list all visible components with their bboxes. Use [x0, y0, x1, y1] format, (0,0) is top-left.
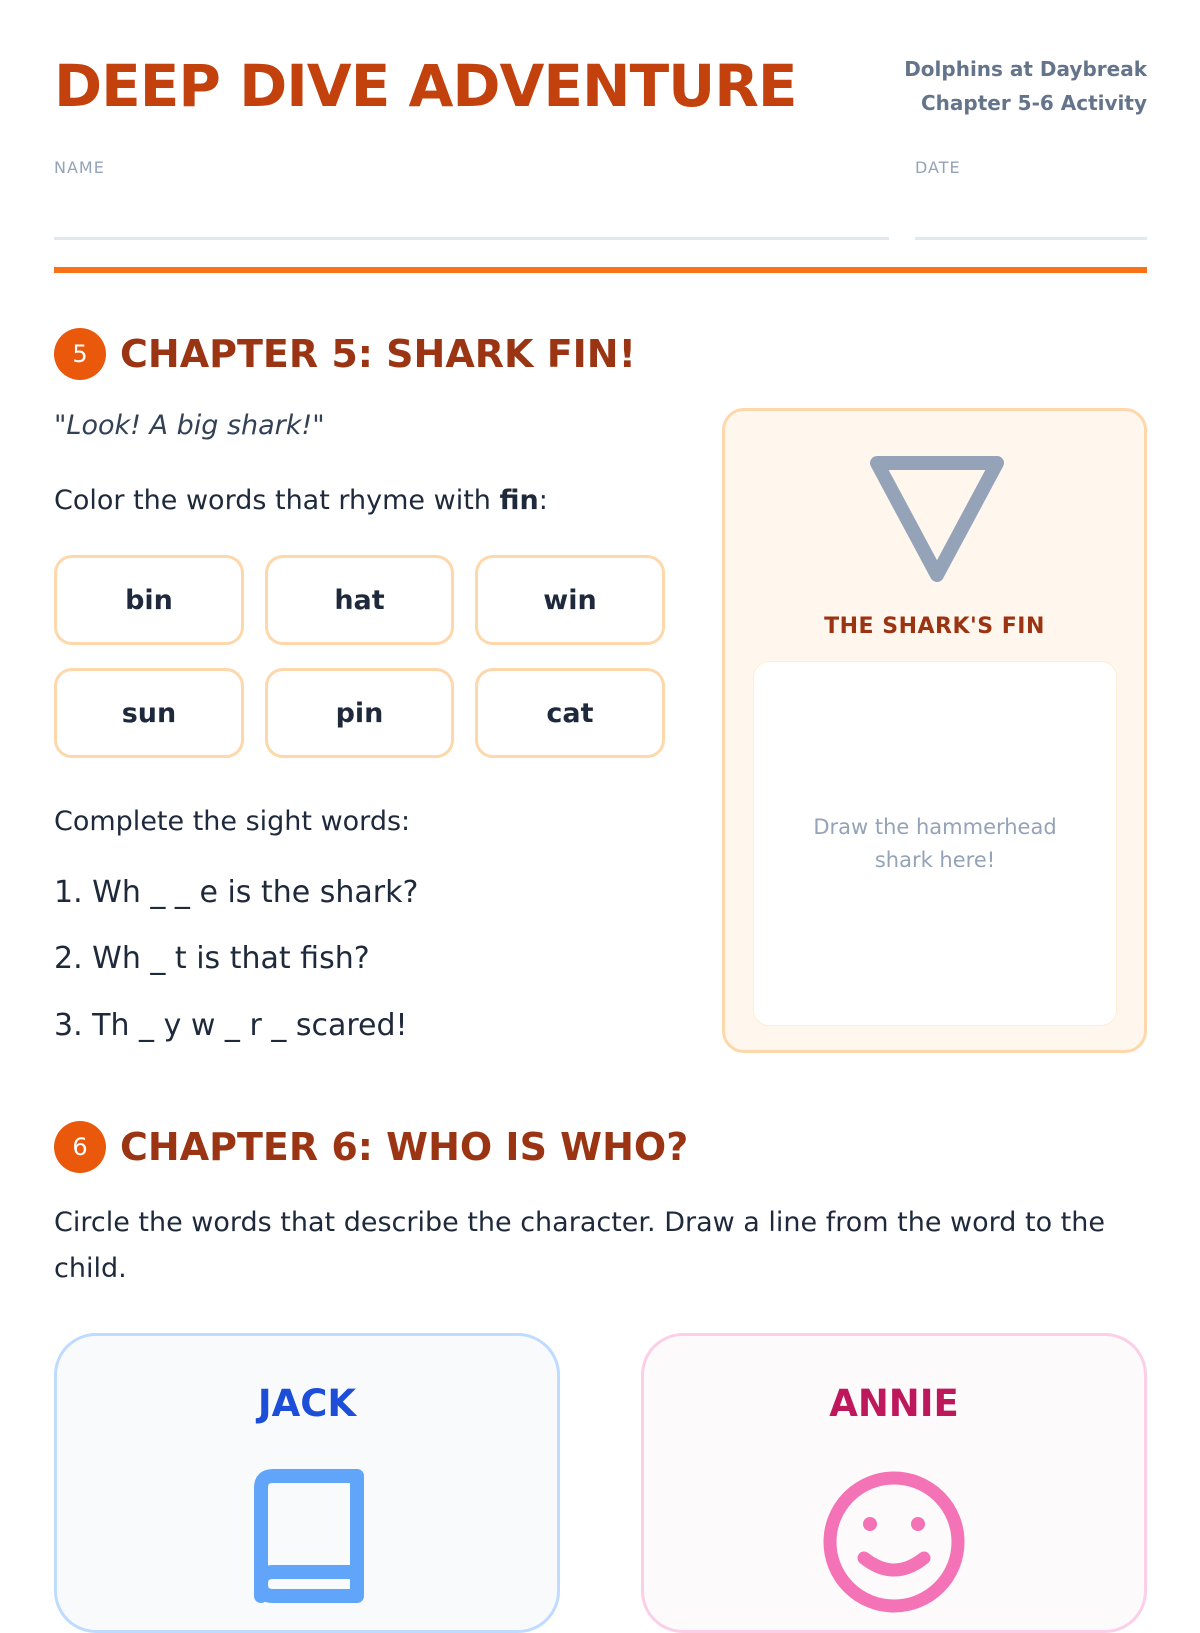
header-divider	[54, 267, 1147, 273]
character-name: ANNIE	[829, 1382, 959, 1425]
chapter-5-title: CHAPTER 5: SHARK FIN!	[120, 332, 636, 376]
chapter-6-title: CHAPTER 6: WHO IS WHO?	[120, 1125, 689, 1169]
rhyme-instruction	[54, 485, 548, 516]
book-icon	[247, 1466, 371, 1606]
name-label: NAME	[54, 158, 105, 177]
chapter-6-instruction: Circle the words that describe the character. Draw a line from the word to the child.	[54, 1207, 1105, 1284]
name-field[interactable]	[54, 237, 889, 240]
smiley-icon	[818, 1466, 970, 1618]
rhyme-word-box[interactable]: pin	[265, 668, 454, 758]
worksheet-title: DEEP DIVE ADVENTURE	[54, 52, 797, 120]
character-card-annie[interactable]	[641, 1333, 1147, 1633]
rhyme-word-box[interactable]: sun	[54, 668, 244, 758]
activity-label: Chapter 5-6 Activity	[920, 91, 1147, 115]
shark-fin-icon	[863, 449, 1011, 589]
chapter-5-badge: 5	[54, 328, 106, 380]
rhyme-word-box[interactable]: cat	[475, 668, 665, 758]
chapter-5-heading	[54, 328, 636, 380]
sight-word-sentence: 3. Th _ y w _ r _ scared!	[54, 1008, 408, 1043]
book-title: Dolphins at Daybreak	[904, 57, 1147, 81]
chapter-5-quote: "Look! A big shark!"	[54, 410, 325, 441]
rhyme-word-box[interactable]: hat	[265, 555, 454, 645]
book-meta	[904, 52, 1147, 120]
date-field[interactable]	[915, 237, 1147, 240]
worksheet-page	[54, 0, 1147, 1600]
draw-prompt: Draw the hammerhead shark here!	[813, 814, 1057, 872]
rhyme-instruction-prefix: Color the words that rhyme with	[54, 485, 500, 516]
shark-card-title: THE SHARK'S FIN	[824, 614, 1045, 639]
shark-fin-card	[722, 408, 1147, 1053]
sight-word-sentence: 1. Wh _ _ e is the shark?	[54, 875, 419, 910]
rhyme-word-box[interactable]: bin	[54, 555, 244, 645]
chapter-6-badge: 6	[54, 1121, 106, 1173]
sight-word-sentence: 2. Wh _ t is that fish?	[54, 941, 370, 976]
character-card-jack[interactable]	[54, 1333, 560, 1633]
sight-words-instruction: Complete the sight words:	[54, 806, 411, 837]
drawing-area[interactable]	[753, 661, 1117, 1026]
character-name: JACK	[257, 1382, 357, 1425]
chapter-6-heading	[54, 1121, 688, 1173]
rhyme-target-word: fin	[499, 485, 539, 516]
rhyme-instruction-suffix: :	[538, 485, 548, 516]
rhyme-word-box[interactable]: win	[475, 555, 665, 645]
date-label: DATE	[915, 158, 961, 177]
rhyme-word-grid	[54, 555, 666, 758]
